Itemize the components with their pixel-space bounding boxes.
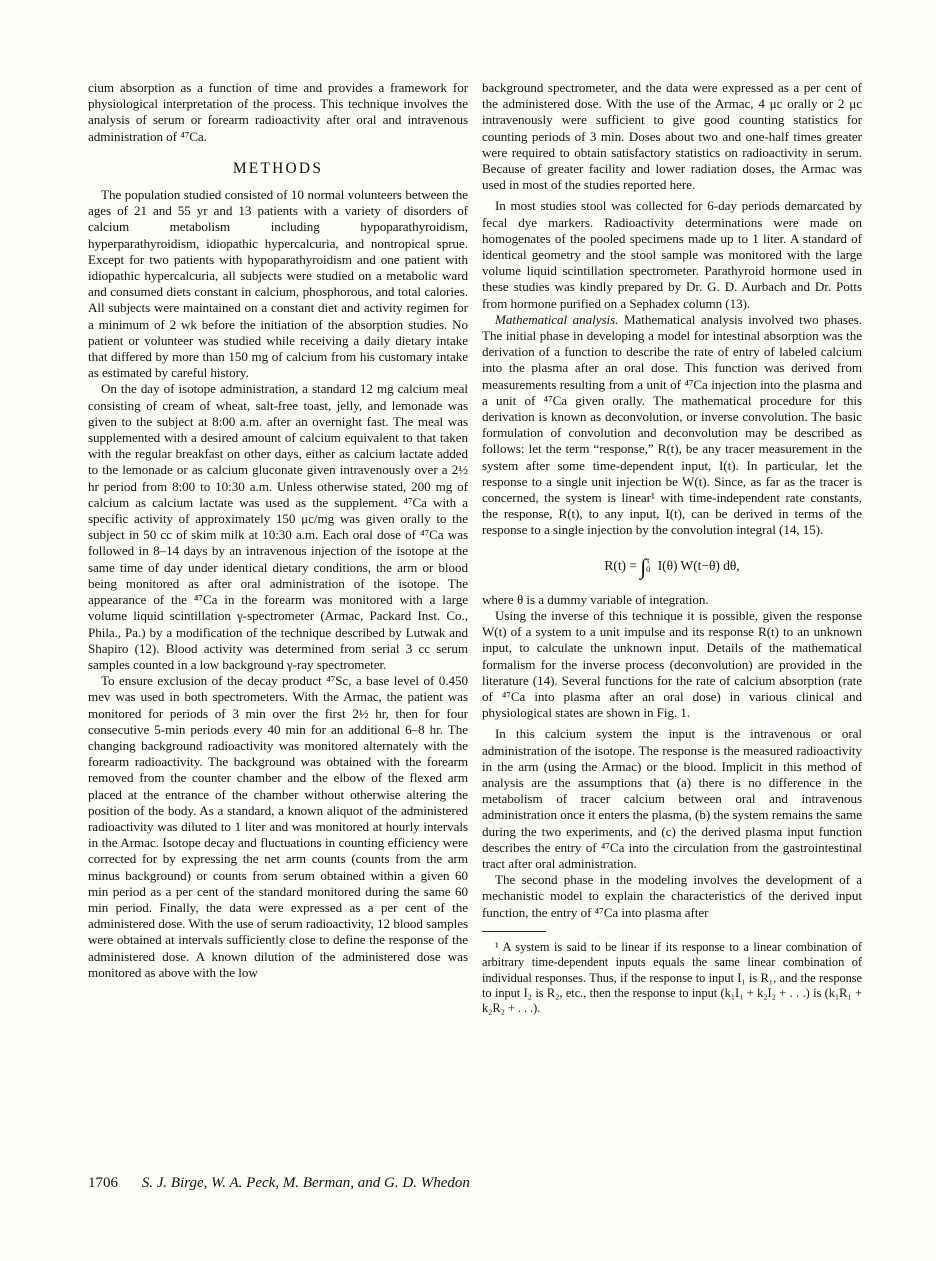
math-heading: Mathematical analysis.	[495, 311, 619, 327]
paragraph-continuation: background spectrometer, and the data were expressed as a per cent of the administered dose. With the use of the Armac, 4 μc orally or 2 μc intravenously were sufficient to give good counting statistics for counting periods of 3 min. Doses about two and one-half times greater were required to obtain satisfactory statistics on radioactivity in serum. Because of greater facility and lower radiation doses, the Armac was used in most of the studies reported here.	[482, 80, 862, 193]
paragraph-inverse: Using the inverse of this technique it is possible, given the response W(t) of a system to a unit impulse and its response R(t) to an unknown input, to calculate the unknown input. Details of the mathematical formalism for the inverse process (deconvolution) are provided in the literature (14). Several functions for the rate of calcium absorption (rate of ⁴⁷Ca into plasma after an oral dose) in various clinical and physiological states are shown in Fig. 1.	[482, 607, 862, 721]
paragraph-stool: In most studies stool was collected for 6-day periods demarcated by fecal dye markers. Radioactivity determinations were made on homogenates of the pooled specimens made up to 1 liter. A standard of identical geometry and the stool sample was monitored with the large volume liquid scintillation spectrometer. Parathyroid hormone used in these studies was kindly prepared by Dr. G. D. Aurbach and Dr. Potts from hormone purified on a Sephadex column (13).	[482, 198, 862, 311]
integral-lower-limit: 0	[646, 563, 651, 574]
page-footer	[88, 1175, 788, 1192]
integral-upper-limit: t	[647, 554, 650, 565]
footer-authors: S. J. Birge, W. A. Peck, M. Berman, and G. D. Whedon	[141, 1175, 470, 1191]
paragraph-isotope: On the day of isotope administration, a standard 12 mg calcium meal consisting of cream of wheat, salt-free toast, jelly, and lemonade was given to the subject at 8:00 a.m. after an overnight fast. The meal was supplemented with a desired amount of calcium equivalent to that taken with the regular breakfast on other days, either as calcium lactate added to the lemonade or as calcium gluconate given intravenously over a 2½ hr period from 8:00 to 10:30 a.m. Unless otherwise stated, 200 mg of calcium as calcium lactate was used as the supplement. ⁴⁷Ca with a specific activity of approximately 150 μc/mg was given orally to the subject in 50 cc of skim milk at 10:30 a.m. Each oral dose of ⁴⁷Ca was followed in 8–14 days by an intravenous injection of the isotope at the same time of day under identical dietary conditions, the arm or blood being monitored as after oral administration of the isotope. The appearance of the ⁴⁷Ca in the forearm was monitored with a large volume liquid scintillation γ-spectrometer (Armac, Packard Inst. Co., Phila., Pa.) by a modification of the technique described by Lutwak and Shapiro (12). Blood activity was determined from serial 3 cc serum samples counted in a low background γ-ray spectrometer.	[88, 381, 468, 672]
methods-heading: METHODS	[232, 159, 324, 177]
left-column	[88, 80, 468, 981]
paragraph-exclusion: To ensure exclusion of the decay product ⁴⁷Sc, a base level of 0.450 mev was used in both spectrometers. With the Armac, the patient was monitored for periods of 3 min over the first 2½ hr, then for four consecutive 5-min periods every 40 min for an additional 6–8 hr. The changing background radioactivity was monitored alternately with the forearm radioactivity. The background was obtained with the forearm removed from the counter chamber and the elbow of the flexed arm placed at the entrance of the chamber without otherwise altering the position of the body. As a standard, a known aliquot of the administered radioactivity was diluted to 1 liter and was monitored at hourly intervals in the Armac. Isotope decay and fluctuations in counting efficiency were corrected for by expressing the net arm counts (counts from the arm minus background) or counts from serum obtained within a given 60 min period as a per cent of the standard monitored during the same 60 min period. Finally, the data were expressed as a per cent of the administered dose. With the use of serum radioactivity, 12 blood samples were obtained at intervals sufficiently close to define the response of the administered dose. A known dilution of the administered dose was monitored as above with the low	[88, 673, 468, 980]
footnote-divider	[482, 931, 546, 932]
equation-rhs: I(θ) W(t−θ) dθ,	[657, 557, 740, 573]
paragraph-population: The population studied consisted of 10 normal volunteers between the ages of 21 and 55 yr and 13 patients with a variety of disorders of calcium metabolism including hypoparathyroidism, hyperparathyroidism, idiopathic hypercalcuria, and nontropical sprue. Except for two patients with hypoparathyroidism and one patient with idiopathic hypercalcuria, all subjects were studied on a metabolic ward and consumed diets constant in calcium, phosphorous, and total calories. All subjects were maintained on a constant diet and activity regimen for a minimum of 2 wk before the initiation of the absorption studies. No patient or volunteer was studied while receiving a daily dietary intake that differed by more than 150 mg of calcium from his customary intake as estimated by careful history.	[88, 187, 468, 381]
paragraph-math	[482, 312, 862, 539]
integral-sign-icon: ∫	[640, 553, 647, 579]
page-number: 1706	[88, 1175, 118, 1191]
integral-limits	[646, 556, 650, 574]
equation-lhs: R(t) =	[604, 557, 637, 573]
paragraph-math-text: Mathematical analysis involved two phases. The initial phase in developing a model for intestinal absorption was the derivation of a function to describe the rate of entry of labeled calcium into the plasma after an oral dose. This function was derived from measurements resulting from a unit of ⁴⁷Ca injection into the plasma and a unit of ⁴⁷Ca given orally. The mathematical procedure for this derivation is known as deconvolution, or inverse convolution. The basic formulation of convolution and deconvolution may be described as follows: let the term “response,” R(t), be any tracer measurement in the system after some time-dependent input, I(t). In particular, let the response to a single unit injection be W(t). Since, as far as the tracer is concerned, the system is linear¹ with time-independent rate constants, the response, R(t), to any input, I(t), can be derived in terms of the response to a single injection by the convolution integral (14, 15).	[482, 311, 862, 538]
convolution-equation	[482, 551, 862, 582]
footnote-linear-system: ¹ A system is said to be linear if its response to a linear combination of arbitrary time-dependent inputs equals the same linear combination of individual responses. Thus, if the response to input I₁ is R₁, and the response to input I₂ is R₂, etc., then the response to input (k₁I₁ + k₂I₂ + . . .) is (k₁R₁ + k₂R₂ + . . .).	[482, 939, 862, 1016]
right-column	[482, 80, 862, 1017]
intro-continuation: cium absorption as a function of time and provides a framework for physiological interpretation of the process. This technique involves the analysis of serum or forearm radioactivity after oral and intravenous administration of ⁴⁷Ca.	[88, 80, 468, 144]
paragraph-system: In this calcium system the input is the intravenous or oral administration of the isotope. The response is the measured radioactivity in the arm (using the Armac) or the blood. Implicit in this method of analysis are the assumptions that (a) there is no difference in the metabolism of tracer calcium between oral and intravenous administration once it enters the plasma, (b) the system remains the same during the two experiments, and (c) the derived plasma input function describes the entry of ⁴⁷Ca into the circulation from the gastrointestinal tract after oral administration.	[482, 726, 862, 871]
paragraph-second-phase: The second phase in the modeling involves the development of a mechanistic model to explain the characteristics of the derived input function, the entry of ⁴⁷Ca into plasma after	[482, 872, 862, 920]
paragraph-dummy-variable: where θ is a dummy variable of integration.	[482, 591, 709, 607]
